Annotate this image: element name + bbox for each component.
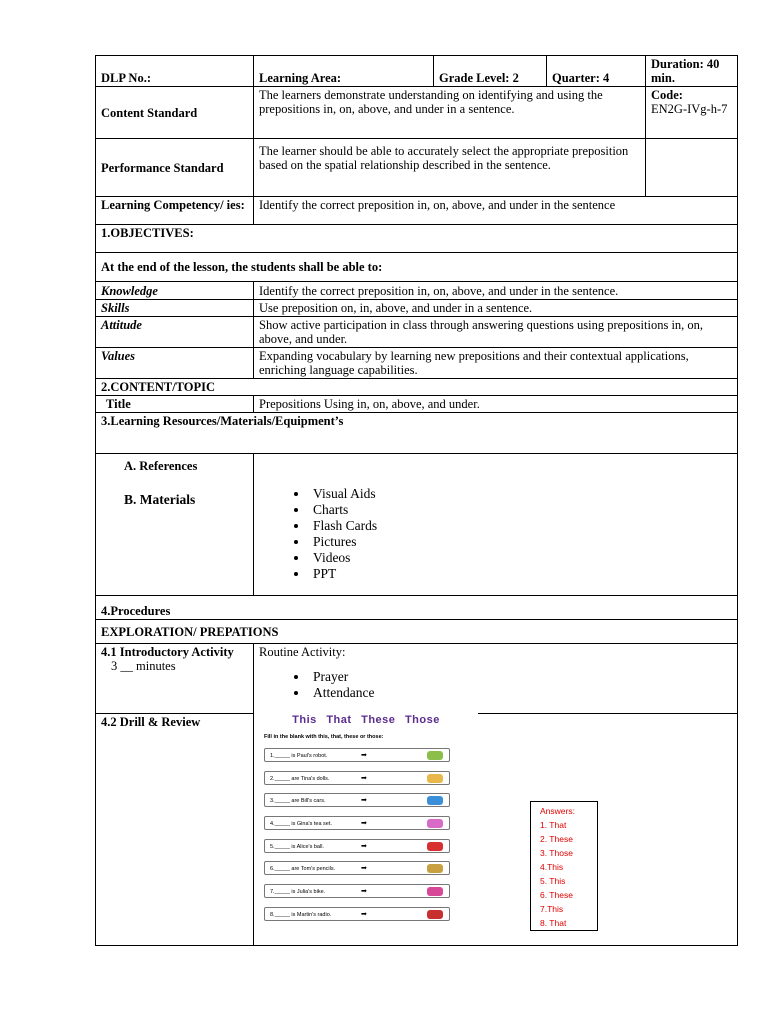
arrow-icon: ➡ [361, 865, 367, 873]
quarter: Quarter: 4 [547, 56, 646, 87]
performance-standard-empty [646, 139, 738, 197]
bike-icon [427, 887, 443, 896]
performance-standard-label: Performance Standard [96, 139, 254, 197]
answer-item: 2. These [540, 834, 573, 844]
dlp-number-label: DLP No.: [96, 56, 254, 87]
grade-level: Grade Level: 2 [434, 56, 547, 87]
answer-item: 4.This [540, 862, 564, 872]
title-text: Prepositions Using in, on, above, and under. [254, 396, 738, 413]
list-item: • Visual Aids [309, 486, 732, 502]
objective-attitude-text: Show active participation in class through answering questions using prepositions in, on, above, and under. [254, 317, 738, 348]
objective-knowledge-label: Knowledge [96, 282, 254, 300]
materials-label: B. Materials [124, 492, 196, 507]
resources-labels [96, 454, 254, 596]
objectives-intro: At the end of the lesson, the students shall be able to: [96, 253, 738, 282]
answer-item: 1. That [540, 820, 567, 830]
answers-box [530, 801, 598, 931]
arrow-icon: ➡ [361, 820, 367, 828]
dolls-icon [427, 774, 443, 783]
answer-item: 6. These [540, 890, 573, 900]
worksheet-row-text: 8._____ is Martin's radio. [270, 911, 332, 918]
arrow-icon: ➡ [361, 752, 367, 759]
routine-list [259, 669, 732, 701]
materials-cell [254, 454, 738, 596]
objectives-heading: 1.OBJECTIVES: [96, 225, 738, 253]
objective-attitude-label: Attitude [96, 317, 254, 348]
worksheet-row-text: 2._____ are Tina's dolls. [270, 775, 330, 782]
routine-activity-cell [254, 644, 738, 714]
performance-standard-text: The learner should be able to accurately select the appropriate preposition based on the spatial relationship described in the sentence. [254, 139, 646, 197]
answer-item: 8. That [540, 918, 567, 928]
content-standard-label: Content Standard [96, 87, 254, 139]
resources-heading: 3.Learning Resources/Materials/Equipment’s [96, 413, 738, 454]
drill-review-cell [254, 714, 738, 946]
radio-icon [427, 910, 443, 919]
references-label: A. References [124, 459, 198, 473]
worksheet-row-text: 7._____ is Julia's bike. [270, 889, 326, 896]
exploration-heading: EXPLORATION/ PREPATIONS [96, 620, 738, 644]
arrow-icon: ➡ [361, 888, 367, 896]
objective-values-label: Values [96, 348, 254, 379]
arrow-icon: ➡ [361, 774, 367, 782]
procedures-heading: 4.Procedures [96, 596, 738, 620]
robot-icon [427, 751, 443, 760]
objective-skills-label: Skills [96, 300, 254, 317]
tea-set-icon [427, 819, 443, 828]
worksheet-wrap [254, 714, 737, 940]
answer-item: 5. This [540, 876, 566, 886]
drill-review-label: 4.2 Drill & Review [96, 714, 254, 946]
duration: Duration: 40 min. [646, 56, 738, 87]
learning-competency-label: Learning Competency/ ies: [96, 197, 254, 225]
list-item: • Flash Cards [309, 518, 732, 534]
learning-area-label: Learning Area: [254, 56, 434, 87]
ball-icon [427, 842, 443, 851]
worksheet-row [264, 793, 450, 807]
worksheet-row [264, 748, 450, 762]
answer-item: 3. Those [540, 848, 573, 858]
worksheet-title: This That These Those [292, 714, 440, 726]
worksheet-row-text: 1._____ is Paul's robot. [270, 753, 328, 759]
lesson-plan-table [95, 55, 738, 946]
arrow-icon: ➡ [361, 842, 367, 850]
objective-skills-text: Use preposition on, in, above, and under in a sentence. [254, 300, 738, 317]
worksheet-row [264, 907, 450, 921]
introductory-activity-label: 4.1 Introductory Activity [101, 645, 234, 659]
cars-icon [427, 796, 443, 805]
list-item: • PPT [309, 566, 732, 582]
list-item: • Charts [309, 502, 732, 518]
lesson-plan-page [95, 55, 737, 946]
worksheet-image [254, 710, 478, 934]
worksheet-row [264, 884, 450, 898]
arrow-icon: ➡ [361, 910, 367, 918]
code-value: EN2G-IVg-h-7 [651, 102, 728, 116]
materials-list [259, 486, 732, 582]
introductory-activity-cell [96, 644, 254, 714]
objective-values-text: Expanding vocabulary by learning new prepositions and their contextual applications, enriching language capabilities. [254, 348, 738, 379]
list-item: • Pictures [309, 534, 732, 550]
learning-competency-text: Identify the correct preposition in, on, above, and under in the sentence [254, 197, 738, 225]
answers-label: Answers: [540, 806, 575, 816]
list-item: • Prayer [309, 669, 732, 685]
worksheet-row-text: 4._____ is Gina's tea set. [270, 821, 332, 828]
objective-knowledge-text: Identify the correct preposition in, on, above, and under in the sentence. [254, 282, 738, 300]
competency-code [646, 87, 738, 139]
arrow-icon: ➡ [361, 797, 367, 805]
worksheet-row [264, 771, 450, 785]
content-topic-heading: 2.CONTENT/TOPIC [96, 379, 738, 396]
worksheet-row-text: 5._____ is Alice's ball. [270, 843, 324, 850]
routine-activity-label: Routine Activity: [259, 645, 346, 659]
title-label: Title [96, 396, 254, 413]
worksheet-row [264, 861, 450, 875]
introductory-minutes: 3 __ minutes [111, 659, 176, 673]
worksheet-instruction: Fill in the blank with this, that, these or those: [264, 734, 384, 740]
code-label: Code: [651, 88, 683, 102]
worksheet-row [264, 816, 450, 830]
answer-item: 7.This [540, 904, 564, 914]
list-item: • Attendance [309, 685, 732, 701]
pencils-icon [427, 864, 443, 873]
worksheet-row [264, 839, 450, 853]
worksheet-row-text: 3._____ are Bill's cars. [270, 798, 326, 805]
content-standard-text: The learners demonstrate understanding on identifying and using the prepositions in, on, above, and under in a sentence. [254, 87, 646, 139]
list-item: • Videos [309, 550, 732, 566]
worksheet-row-text: 6._____ are Tom's pencils. [270, 866, 336, 873]
